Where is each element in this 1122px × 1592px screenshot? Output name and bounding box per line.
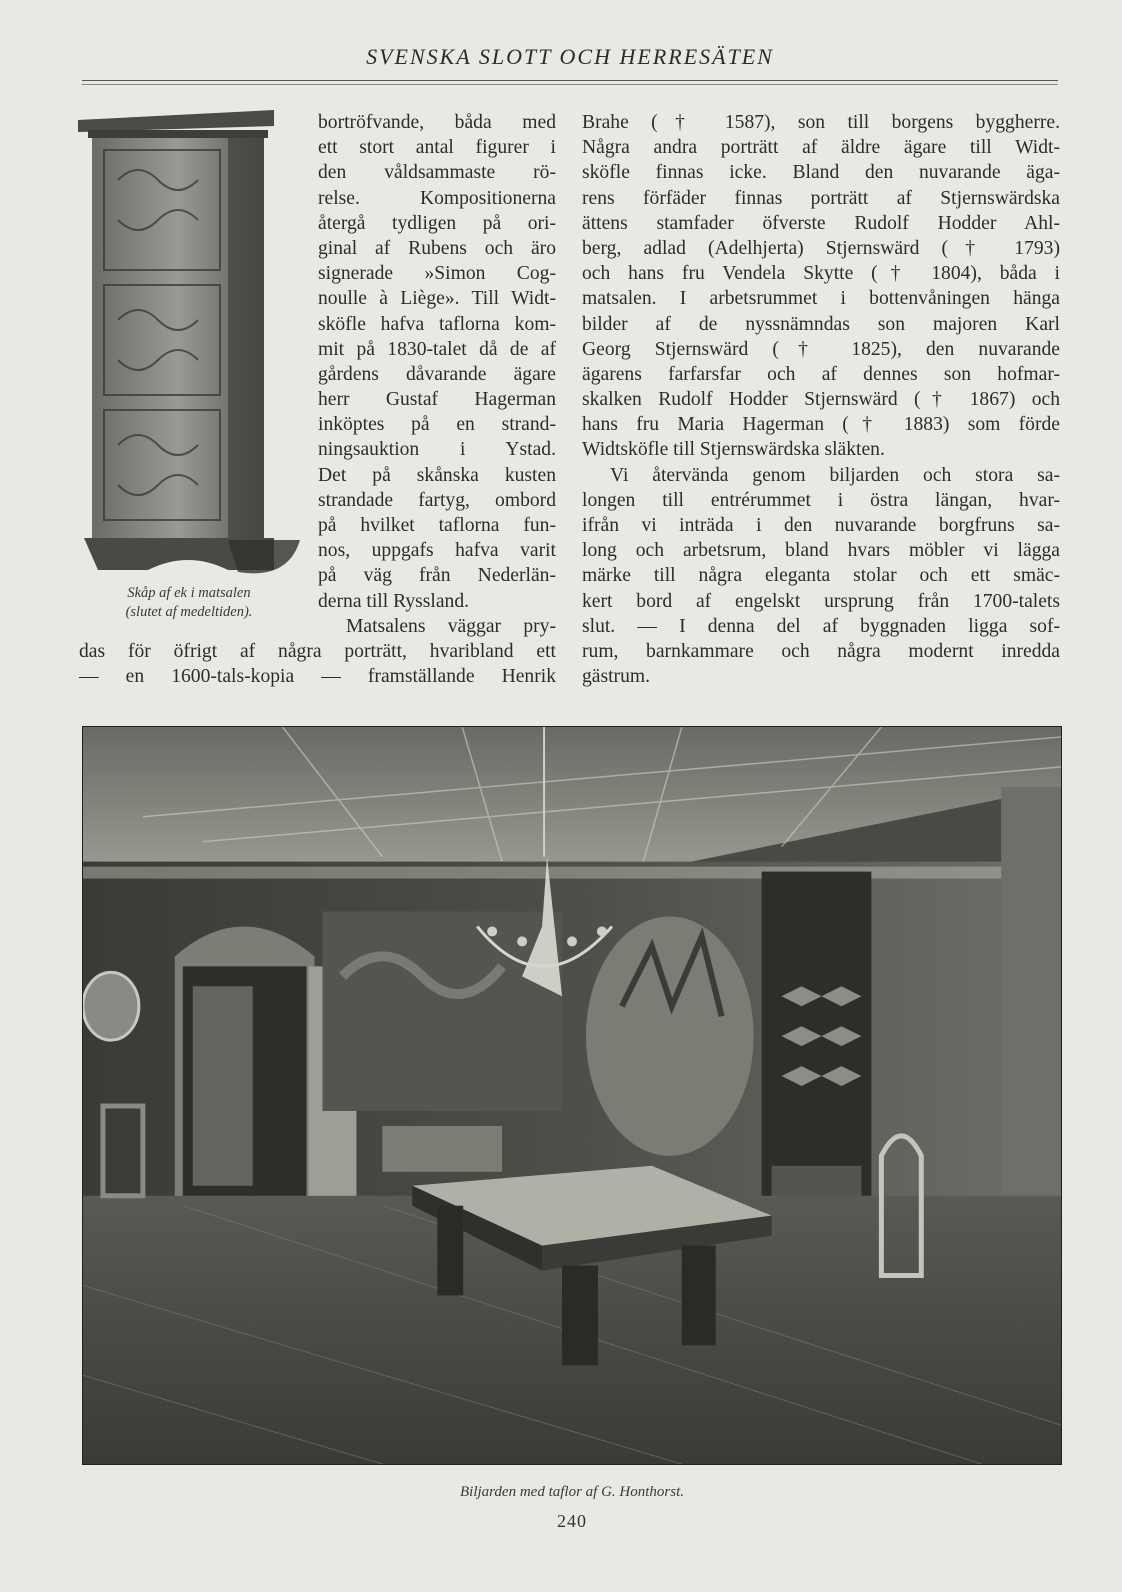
running-header: SVENSKA SLOTT OCH HERRESÄTEN [366, 44, 774, 69]
body-text-column-1 [318, 110, 556, 639]
billiard-room-caption: Biljarden med taflor af G. Honthorst. [459, 1484, 685, 1500]
text-line: relse. Kompositionerna [318, 187, 556, 209]
text-line: signerade »Simon Cog- [318, 263, 556, 285]
text-line: long och arbetsrum, bland hvars möbler vi lägga [582, 540, 1060, 562]
text-line: på hvilket taflorna fun- [318, 515, 556, 536]
page-number: 240 [557, 1511, 587, 1531]
text-line: sköfle finnas icke. Bland den nuvarande äga- [582, 162, 1060, 184]
text-line: slut. — I denna del af byggnaden ligga sof- [582, 615, 1060, 637]
body-text-column-1-continued [79, 639, 556, 689]
text-line: återgå tydligen på ori- [318, 212, 556, 234]
cabinet-caption-line1: Skåp af ek i matsalen [127, 585, 251, 601]
text-line: bilder af de nyssnämndas son majoren Karl [582, 313, 1060, 335]
text-line: bortröfvande, båda med [318, 112, 556, 133]
text-line: longen till entrérummet i östra längan, hvar- [582, 489, 1060, 511]
cabinet-caption-line2: (slutet af medeltiden). [125, 604, 253, 620]
text-line: rum, barnkammare och några modernt inredda [582, 640, 1060, 662]
text-line: ett stort antal figurer i [318, 137, 556, 159]
text-line: matsalen. I arbetsrummet i bottenvåningen hänga [582, 288, 1060, 310]
text-line: inköptes på en strand- [318, 414, 556, 436]
text-line: Matsalens väggar pry- [346, 615, 556, 637]
text-line: noulle à Liège». Till Widt- [318, 288, 556, 310]
text-line: ägarens farfarsfar och af dennes son hofmar- [582, 363, 1060, 385]
text-line: på väg från Nederlän- [318, 565, 556, 587]
cabinet-caption [84, 584, 294, 622]
cabinet-photo [78, 110, 300, 580]
body-text-column-2 [582, 110, 1060, 689]
text-line: nos, uppgafs hafva varit [318, 540, 556, 562]
text-line: Brahe († 1587), son till borgens byggherre. [582, 112, 1060, 133]
text-line: Widtsköfle till Stjernswärdska släkten. [582, 439, 885, 461]
header-rule-thin [82, 84, 1058, 85]
text-line: ifrån vi inträda i den nuvarande borgfruns sa- [582, 515, 1060, 536]
text-line: hans fru Maria Hagerman († 1883) som förde [582, 414, 1060, 436]
text-line: herr Gustaf Hagerman [318, 389, 556, 411]
text-line: ningsauktion i Ystad. [318, 439, 556, 461]
billiard-room-photo [82, 726, 1062, 1465]
text-line: ättens stamfader öfverste Rudolf Hodder Ahl- [582, 212, 1060, 234]
text-line: märke till några eleganta stolar och ett smäc- [582, 565, 1060, 587]
text-line: derna till Ryssland. [318, 590, 470, 612]
text-line: mit på 1830-talet då de af [318, 338, 556, 360]
text-line: skalken Rudolf Hodder Stjernswärd († 1867) och [582, 389, 1060, 411]
text-line: — en 1600-tals-kopia — framställande Henrik [79, 666, 556, 688]
text-line: Det på skånska kusten [318, 464, 556, 486]
text-line: Georg Stjernswärd († 1825), den nuvarande [582, 338, 1060, 360]
text-line: Några andra porträtt af äldre ägare till Widt- [582, 137, 1060, 159]
text-line: gårdens dåvarande ägare [318, 363, 556, 385]
text-line: das för öfrigt af några porträtt, hvaribland ett [79, 641, 556, 662]
text-line: gästrum. [582, 666, 651, 688]
text-line: strandade fartyg, ombord [318, 489, 556, 511]
text-line: den våldsammaste rö- [318, 162, 556, 184]
text-line: kert bord af engelskt ursprung från 1700-talets [582, 590, 1060, 612]
text-line: berg, adlad (Adelhjerta) Stjernswärd († 1793) [582, 237, 1060, 259]
text-line: rens förfäder finnas porträtt af Stjernswärdska [582, 187, 1060, 209]
text-line: Vi återvända genom biljarden och stora sa- [610, 464, 1060, 486]
header-rule [82, 80, 1058, 81]
text-line: och hans fru Vendela Skytte († 1804), båda i [582, 263, 1060, 285]
text-line: sköfle hafva taflorna kom- [318, 313, 556, 335]
text-line: ginal af Rubens och äro [318, 237, 556, 259]
